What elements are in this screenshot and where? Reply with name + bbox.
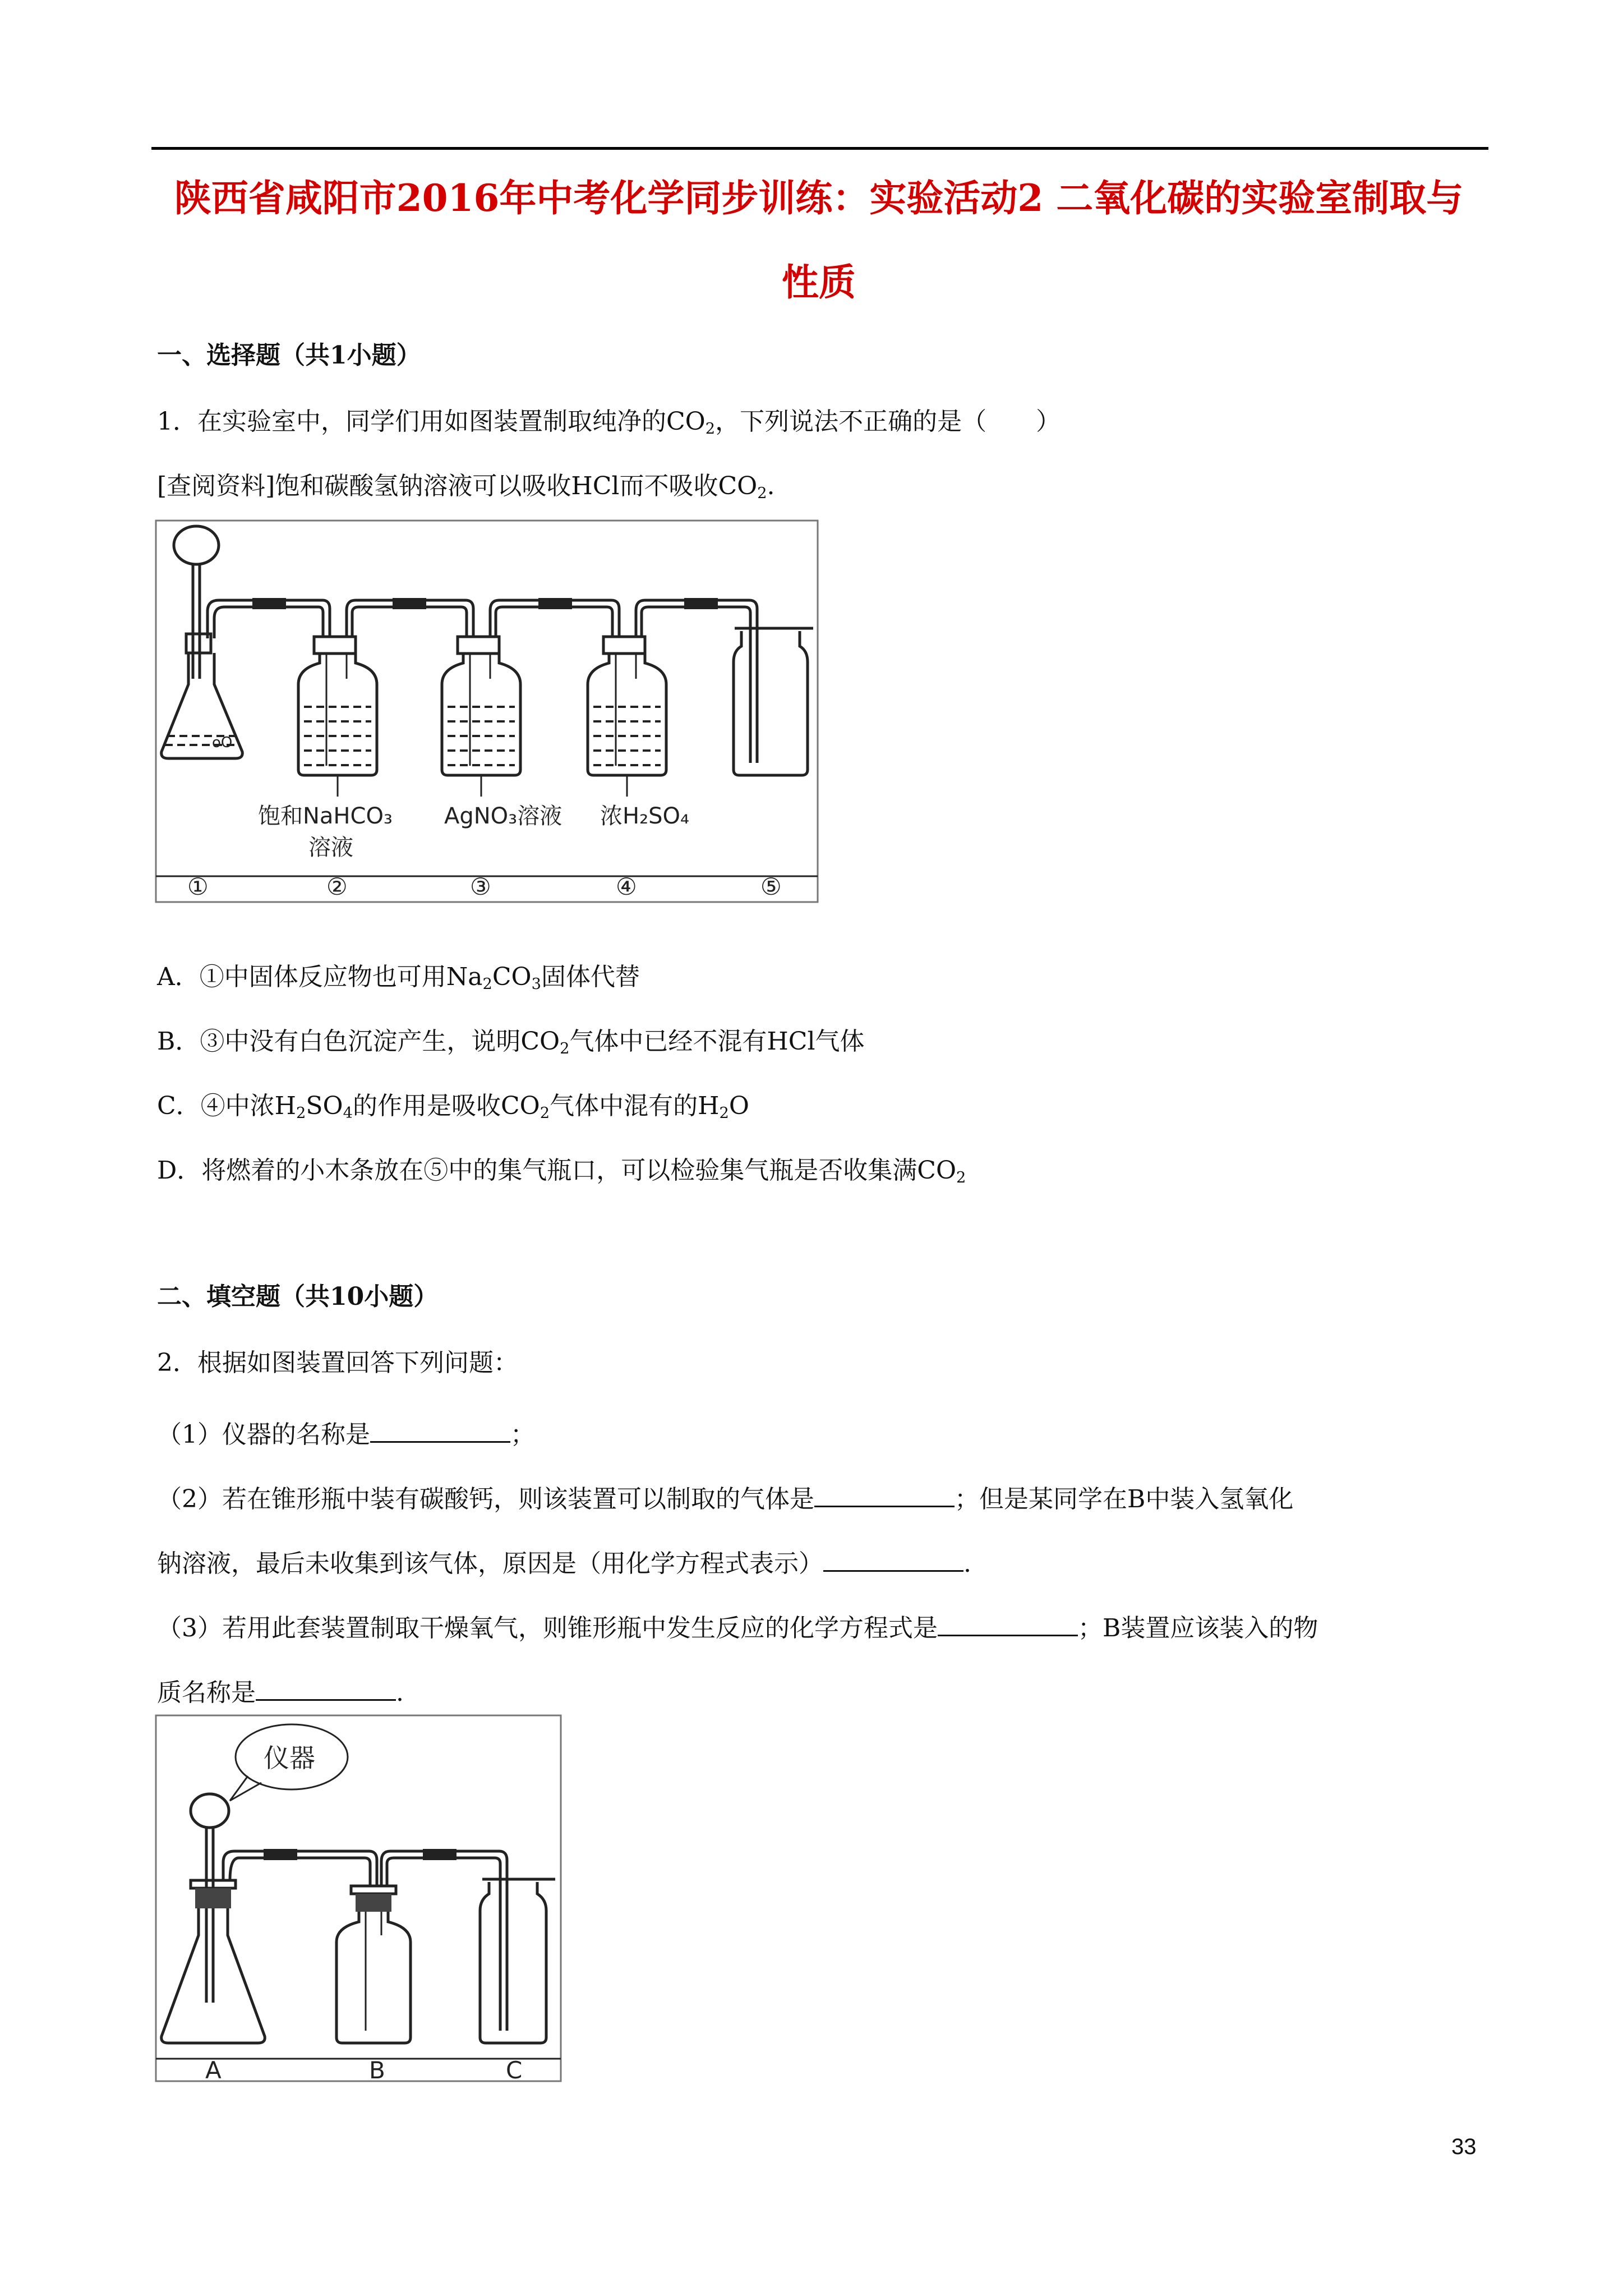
q2-part2: （2）若在锥形瓶中装有碳酸钙，则该装置可以制取的气体是 ；但是某同学在B中装入氢氧化 — [157, 1481, 1293, 1512]
q1-stem: 1．在实验室中，同学们用如图装置制取纯净的$CO_2$，下列说法不正确的是（ ） — [157, 407, 1061, 438]
answer-blank-3[interactable] — [823, 1545, 963, 1572]
label-bottle2-line2: 溶液 — [308, 835, 353, 861]
q2-part3-line2: 质名称是 . — [157, 1674, 404, 1705]
callout-text: 仪器 — [264, 1743, 315, 1773]
section1-heading: 一、选择题（共1小题） — [157, 341, 421, 370]
gas-collecting-jar — [734, 628, 813, 775]
tube-connector-a — [264, 1849, 297, 1860]
label-bottle2-line1: 饱和NaHCO₃ — [258, 803, 393, 829]
answer-blank-5[interactable] — [256, 1674, 396, 1701]
num-2: ② — [326, 873, 348, 900]
q2-part2-line2: 钠溶液，最后未收集到该气体，原因是（用化学方程式表示） . — [157, 1545, 971, 1576]
q1-option-d: D．将燃着的小木条放在⑤中的集气瓶口，可以检验集气瓶是否收集满$CO_2$ — [157, 1156, 966, 1186]
label-bottle3: AgNO₃溶液 — [444, 803, 562, 829]
figure-frame — [156, 521, 818, 902]
q1-info: [查阅资料]饱和碳酸氢钠溶液可以吸收HCl而不吸收$CO_2$. — [157, 472, 775, 502]
answer-blank-1[interactable] — [370, 1416, 510, 1443]
svg-text:oO: oO — [212, 734, 233, 751]
page-number: 33 — [1451, 2134, 1477, 2159]
q1-option-a: A．①中固体反应物也可用$Na_2CO_3$固体代替 — [157, 963, 640, 993]
label-bottle4: 浓H₂SO₄ — [600, 803, 690, 829]
label-a: A — [205, 2056, 222, 2084]
header-rule — [151, 147, 1488, 150]
tube-connector-4 — [684, 598, 718, 609]
bottle-b — [336, 1886, 411, 2043]
label-b: B — [369, 2056, 385, 2084]
q2-part1: （1）仪器的名称是 ； — [157, 1416, 535, 1447]
wash-bottle-2 — [298, 637, 377, 797]
wash-bottle-3 — [442, 637, 520, 797]
num-3: ③ — [470, 873, 491, 900]
answer-blank-4[interactable] — [938, 1610, 1078, 1636]
tube-connector-2 — [393, 598, 426, 609]
gas-jar-c — [480, 1879, 555, 2043]
q2-apparatus-figure — [151, 1711, 566, 2087]
tube-connector-1 — [252, 598, 286, 609]
q1-option-c: C．④中浓$H_2SO_4$的作用是吸收$CO_2$气体中混有的$H_2O$ — [157, 1092, 749, 1122]
label-c: C — [506, 2056, 523, 2084]
num-1: ① — [187, 873, 209, 900]
tube-connector-3 — [538, 598, 572, 609]
q2-part3: （3）若用此套装置制取干燥氧气，则锥形瓶中发生反应的化学方程式是 ；B装置应该装入的物 — [157, 1610, 1318, 1641]
answer-blank-2[interactable] — [814, 1481, 955, 1507]
section2-heading: 二、填空题（共10小题） — [157, 1282, 439, 1311]
num-5: ⑤ — [760, 873, 782, 900]
document-title-line2: 性质 — [782, 260, 856, 304]
num-4: ④ — [616, 873, 637, 900]
wash-bottle-4 — [588, 637, 666, 797]
erlenmeyer-flask — [162, 611, 243, 758]
q1-option-b: B．③中没有白色沉淀产生，说明$CO_2$气体中已经不混有HCl气体 — [157, 1027, 865, 1057]
q2-stem: 2．根据如图装置回答下列问题： — [157, 1349, 518, 1377]
q1-apparatus-figure — [151, 516, 824, 909]
document-title-line1: 陕西省咸阳市2016年中考化学同步训练：实验活动2 二氧化碳的实验室制取与 — [174, 176, 1464, 220]
tube-connector-b — [423, 1849, 457, 1860]
callout-bubble — [230, 1724, 348, 1801]
